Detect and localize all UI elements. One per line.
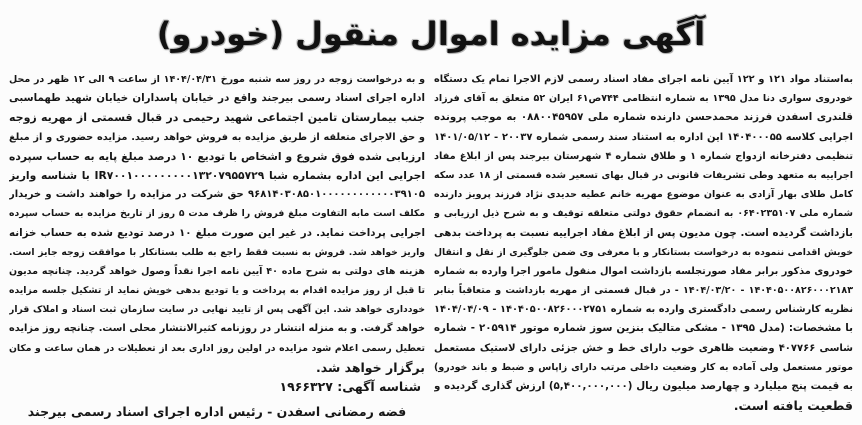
right-column-line: قطعیت یافته است. — [733, 398, 853, 414]
left-column-line: اجرایی پرداخت نماید. در غیر این صورت مبلغ ۱۰ درصد تودیع شده به حساب خزانه — [9, 226, 425, 239]
left-column-line: مکلف است مابه التفاوت مبلغ فروش را ظرف مدت ۵ روز از تاریخ مزایده به حساب سپرده — [9, 208, 425, 220]
signatory: فضه رمضانی اسفدن - رئیس اداره اجرای اسناد رسمی بیرجند — [27, 404, 407, 420]
right-column-line: با مشخصات: (مدل ۱۳۹۵ - مشکی متالیک بنزین سوز شماره موتور ۲۰۵۹۱۴ - شماره — [434, 322, 853, 335]
right-column-line: اجرایی کلاسه ۱۴۰۴۰۰۰۵۵ این اداره به استناد سند رسمی شماره ۲۰۰۳۷ - ۱۴۰۱/۰۵/۱۲ — [434, 131, 853, 143]
right-column-line: ۱۴۰۴۰۵۰۰۸۲۶۰۰۰۲۱۸۳ - ۱۴۰۴/۰۳/۲۰ - در قبال قسمتی از مهریه بازداشت و متعاقباً بنابر — [434, 285, 853, 297]
right-column-line: موتور مستعمل ولی آماده به کار وضعیت داخلی مرتب دارای زاپاس و ضبط و باند خودرو) — [434, 361, 853, 373]
right-column-line: خودروی مذکور برابر مفاد صورتجلسه بازداشت اموال منقول مامور اجرا وارده به شماره — [434, 265, 853, 277]
left-column-line: تا قبل از روز مزایده اقدام به پرداخت و یا تودیع بدهی خویش نماید از تشکیل جلسه مزایده — [9, 285, 425, 297]
left-column-line: هزینه های دولتی به شرح ماده ۴۰ آیین نامه اجرا نقداً وصول خواهد گردید. چنانچه مدیون — [9, 265, 425, 277]
right-column-line: تنظیمی دفترخانه ازدواج شماره ۱ و طلاق شماره ۴ شهرستان بیرجند پس از ابلاغ مفاد — [434, 150, 853, 162]
left-column-line: جنب بیمارستان تامین اجتماعی شهید رحیمی در قبال قسمتی از مهریه زوجه — [9, 111, 425, 125]
right-column-line: شماره ملی ۰۶۴۰۲۳۵۱۰۷ به انضمام حقوق دولتی متعلقه توقیف و به شرح ذیل ارزیابی و — [434, 208, 853, 220]
notice-id — [9, 377, 425, 396]
right-column-line: اجراییه به متعهد وطی تشریفات قانونی در قبال بهای تسعیر شده قسمتی از ۱۸ عدد سکه — [434, 169, 853, 181]
right-column-line: به‌استناد مواد ۱۲۱ و ۱۲۲ آیین نامه اجرای مفاد اسناد رسمی لازم الاجرا تمام یک دستگاه — [434, 74, 853, 85]
right-column-line: قلندری اسفدن فرزند محمدحسن دارنده شماره ملی ۰۸۸۰۰۴۵۹۵۷ به موجب پرونده — [434, 111, 853, 124]
left-column-line: ارزیابی شده فوق شروع و اشخاص با تودیع ۱۰ درصد مبلغ پایه به حساب سپرده — [9, 149, 425, 163]
right-column — [434, 70, 853, 415]
left-column-line: واریز خواهد شد. فروش به نسبت فقط راجع به طلب بستانکار با موافقت زوجه جایز است. — [9, 246, 425, 258]
left-column-line: خواهد گرفت. و به منزله انتشار در روزنامه کثیرالانتشار محلی است. چنانچه روز مزایده — [9, 323, 425, 335]
notice-id-value: ۱۹۶۶۳۲۷ — [279, 379, 333, 394]
right-column-line: کامل طلای بهار آزادی به عنوان موضوع مهریه خانم عطیه حدیدی نژاد فرزند پرویز دارنده — [434, 189, 853, 201]
right-column-line: به قیمت پنج میلیارد و چهارصد میلیون ریال (۵,۴۰۰,۰۰۰,۰۰۰) ارزش گذاری گردیده و — [434, 380, 853, 392]
right-column-line: نظریه کارشناس رسمی دادگستری وارده به شماره ۱۴۰۴۰۵۰۰۸۲۶۰۰۰۲۷۵۱ - ۱۴۰۴/۰۴/۰۹ — [434, 304, 853, 316]
left-column-line: و حق الاجرای متعلقه از طریق مزایده به فروش خواهد رسید. مزایده حضوری و از مبلغ — [9, 131, 425, 143]
left-column-line: اجرایی این اداره بشماره شبا IR۷۰۰۱۰۰۰۰۰۰۰۰۰۱۳۲۰۷۹۵۵۷۲۹ با شناسه واریز — [9, 168, 425, 182]
left-column-line: تعطیل رسمی اعلام شود مزایده در اولین روز اداری بعد از تعطیلات در همان ساعت و مکان — [9, 342, 425, 354]
left-column-line: خودداری خواهد شد. این آگهی پس از تایید نهایی در سایت سازمان ثبت اسناد و املاک قرار — [9, 304, 425, 316]
notice-title: آگهی مزایده اموال منقول (خودرو) — [156, 15, 706, 53]
left-column-line: اداره اجرای اسناد رسمی بیرجند واقع در خیابان پاسداران خیابان شهید طهماسبی — [9, 92, 425, 105]
right-column-line: خویش اقدامی ننموده به درخواست بستانکار و با معرفی وی ضمن جلوگیری از نقل و انتقال — [434, 246, 853, 258]
notice-id-label: شناسه آگهی: — [337, 379, 421, 394]
left-column-line: و به درخواست زوجه در روز سه شنبه مورخ ۱۴۰۴/۰۴/۳۱ از ساعت ۹ الی ۱۲ ظهر در محل — [9, 74, 425, 85]
left-column-line: ۹۶۸۱۴۰۳۰۸۵۰۱۰۰۰۰۰۰۰۰۰۰۰۰۳۹۱۰۵ حق شرکت در مزایده را خواهند داشت و خریدار — [9, 189, 425, 201]
right-column-line: خودروی سواری دنا مدل ۱۳۹۵ به شماره انتظامی ۷۴۴ص۶۱ ایران ۵۲ متعلق به آقای فرزاد — [434, 93, 853, 105]
left-column-line: برگزار خواهد شد. — [316, 359, 425, 375]
right-column-line: بازداشت گردیده است. چون مدیون پس از ابلاغ مفاد اجراییه نسبت به پرداخت بدهی — [434, 226, 853, 239]
left-column — [9, 70, 425, 421]
right-column-line: شاسی ۴۰۷۷۶۶ وضعیت ظاهری خوب دارای خط و خش جزئی دارای لاستیک مستعمل — [434, 342, 853, 354]
